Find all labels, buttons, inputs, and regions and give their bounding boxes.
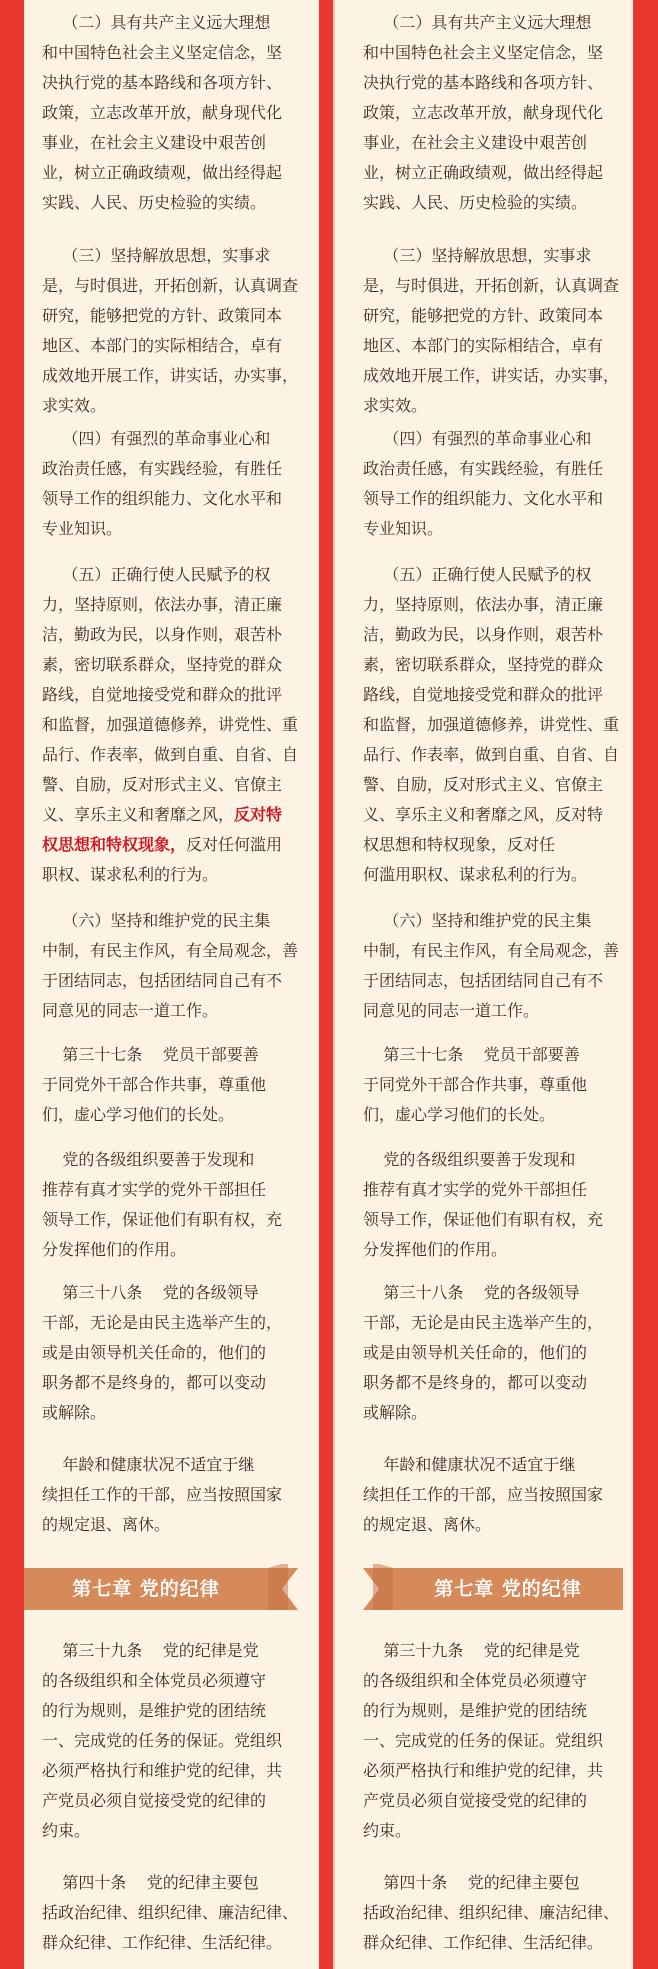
article-item-5-text-b: 反对任何滥用 职权、谋求私利的行为。 <box>42 835 283 884</box>
highlighted-phrase: 反对特 权思想和特权现象， <box>42 805 283 854</box>
chapter-banner <box>24 1564 299 1614</box>
article-38: 第三十八条 党的各级领导 干部，无论是由民主选举产生的， 或是由领导机关任命的，他们的 职务都不是终身的，都可以变动 或解除。 <box>42 1283 283 1422</box>
left-column <box>24 0 319 1969</box>
article-37-paragraph-2: 党的各级组织要善于发现和 推荐有真才实学的党外干部担任 领导工作，保证他们有职有权，充 分发挥他们的作用。 <box>363 1150 604 1259</box>
article-item-4: （四）有强烈的革命事业心和 政治责任感，有实践经验，有胜任 领导工作的组织能力、文化水平和 专业知识。 <box>363 429 604 538</box>
article-item-6: （六）坚持和维护党的民主集 中制，有民主作风，有全局观念，善 于团结同志，包括团结同自己有不 同意见的同志一道工作。 <box>363 911 620 1020</box>
article-38-paragraph-2: 年龄和健康状况不适宜于继 续担任工作的干部，应当按照国家 的规定退、离休。 <box>363 1455 604 1534</box>
right-column <box>333 0 633 1969</box>
chapter-title: 第七章 党的纪律 <box>72 1578 220 1600</box>
article-39: 第三十九条 党的纪律是党 的各级组织和全体党员必须遵守 的行为规则，是维护党的团结统 一、完成党的任务的保证。党组织 必须严格执行和维护党的纪律，共 产党员必须自觉接受党的纪律的 约束。 <box>363 1641 604 1840</box>
article-item-3: （三）坚持解放思想，实事求 是，与时俱进，开拓创新，认真调查 研究，能够把党的方针、政策同本 地区、本部门的实际相结合，卓有 成效地开展工作，讲实话，办实事， 求实效。 <box>363 246 620 415</box>
article-item-5: （五）正确行使人民赋予的权 力，坚持原则，依法办事，清正廉 洁，勤政为民，以身作则，艰苦朴 素，密切联系群众，坚持党的群众 路线，自觉地接受党和群众的批评 和监督，加强道德修养，讲党性、重 品行、作表率，做到自重、自省、自 警、自励，反对形式主义、官僚主 义、享乐主义和奢靡之风，反对特 权思想和特权现象，反对任 何滥用职权、谋求私利的行为。 <box>363 565 620 884</box>
article-item-6: （六）坚持和维护党的民主集 中制，有民主作风，有全局观念，善 于团结同志，包括团结同自己有不 同意见的同志一道工作。 <box>42 911 299 1020</box>
article-37: 第三十七条 党员干部要善 于同党外干部合作共事，尊重他 们，虚心学习他们的长处。 <box>363 1045 588 1124</box>
article-39: 第三十九条 党的纪律是党 的各级组织和全体党员必须遵守 的行为规则，是维护党的团结统 一、完成党的任务的保证。党组织 必须严格执行和维护党的纪律，共 产党员必须自觉接受党的纪律的 约束。 <box>42 1641 283 1840</box>
article-40: 第四十条 党的纪律主要包 括政治纪律、组织纪律、廉洁纪律、 群众纪律、工作纪律、生活纪律。 <box>363 1873 620 1952</box>
chapter-title: 第七章 党的纪律 <box>434 1578 582 1600</box>
article-40: 第四十条 党的纪律主要包 括政治纪律、组织纪律、廉洁纪律、 群众纪律、工作纪律、生活纪律。 <box>42 1873 299 1952</box>
article-item-2: （二）具有共产主义远大理想 和中国特色社会主义坚定信念，坚 决执行党的基本路线和各项方针、 政策，立志改革开放，献身现代化 事业，在社会主义建设中艰苦创 业，树立正确政绩观，做出经得起 实践、人民、历史检验的实绩。 <box>42 13 283 212</box>
article-38: 第三十八条 党的各级领导 干部，无论是由民主选举产生的， 或是由领导机关任命的，他们的 职务都不是终身的，都可以变动 或解除。 <box>363 1283 604 1422</box>
chapter-banner <box>363 1564 623 1614</box>
article-item-5 <box>42 560 317 890</box>
article-37-paragraph-2: 党的各级组织要善于发现和 推荐有真才实学的党外干部担任 领导工作，保证他们有职有权，充 分发挥他们的作用。 <box>42 1150 283 1259</box>
article-item-5-text-a: （五）正确行使人民赋予的权 力，坚持原则，依法办事，清正廉 洁，勤政为民，以身作则，艰苦朴 素，密切联系群众，坚持党的群众 路线，自觉地接受党和群众的批评 和监督，加强道德修养，讲党性、重 品行、作表率，做到自重、自省、自 警、自励，反对形式主义、官僚主 义、享乐主义和奢靡之风， <box>42 565 299 824</box>
article-item-2: （二）具有共产主义远大理想 和中国特色社会主义坚定信念，坚 决执行党的基本路线和各项方针、 政策，立志改革开放，献身现代化 事业，在社会主义建设中艰苦创 业，树立正确政绩观，做出经得起 实践、人民、历史检验的实绩。 <box>363 13 604 212</box>
article-38-paragraph-2: 年龄和健康状况不适宜于继 续担任工作的干部，应当按照国家 的规定退、离休。 <box>42 1455 283 1534</box>
article-item-4: （四）有强烈的革命事业心和 政治责任感，有实践经验，有胜任 领导工作的组织能力、文化水平和 专业知识。 <box>42 429 283 538</box>
article-item-3: （三）坚持解放思想，实事求 是，与时俱进，开拓创新，认真调查 研究，能够把党的方针、政策同本 地区、本部门的实际相结合，卓有 成效地开展工作，讲实话，办实事， 求实效。 <box>42 246 299 415</box>
article-37: 第三十七条 党员干部要善 于同党外干部合作共事，尊重他 们，虚心学习他们的长处。 <box>42 1045 267 1124</box>
